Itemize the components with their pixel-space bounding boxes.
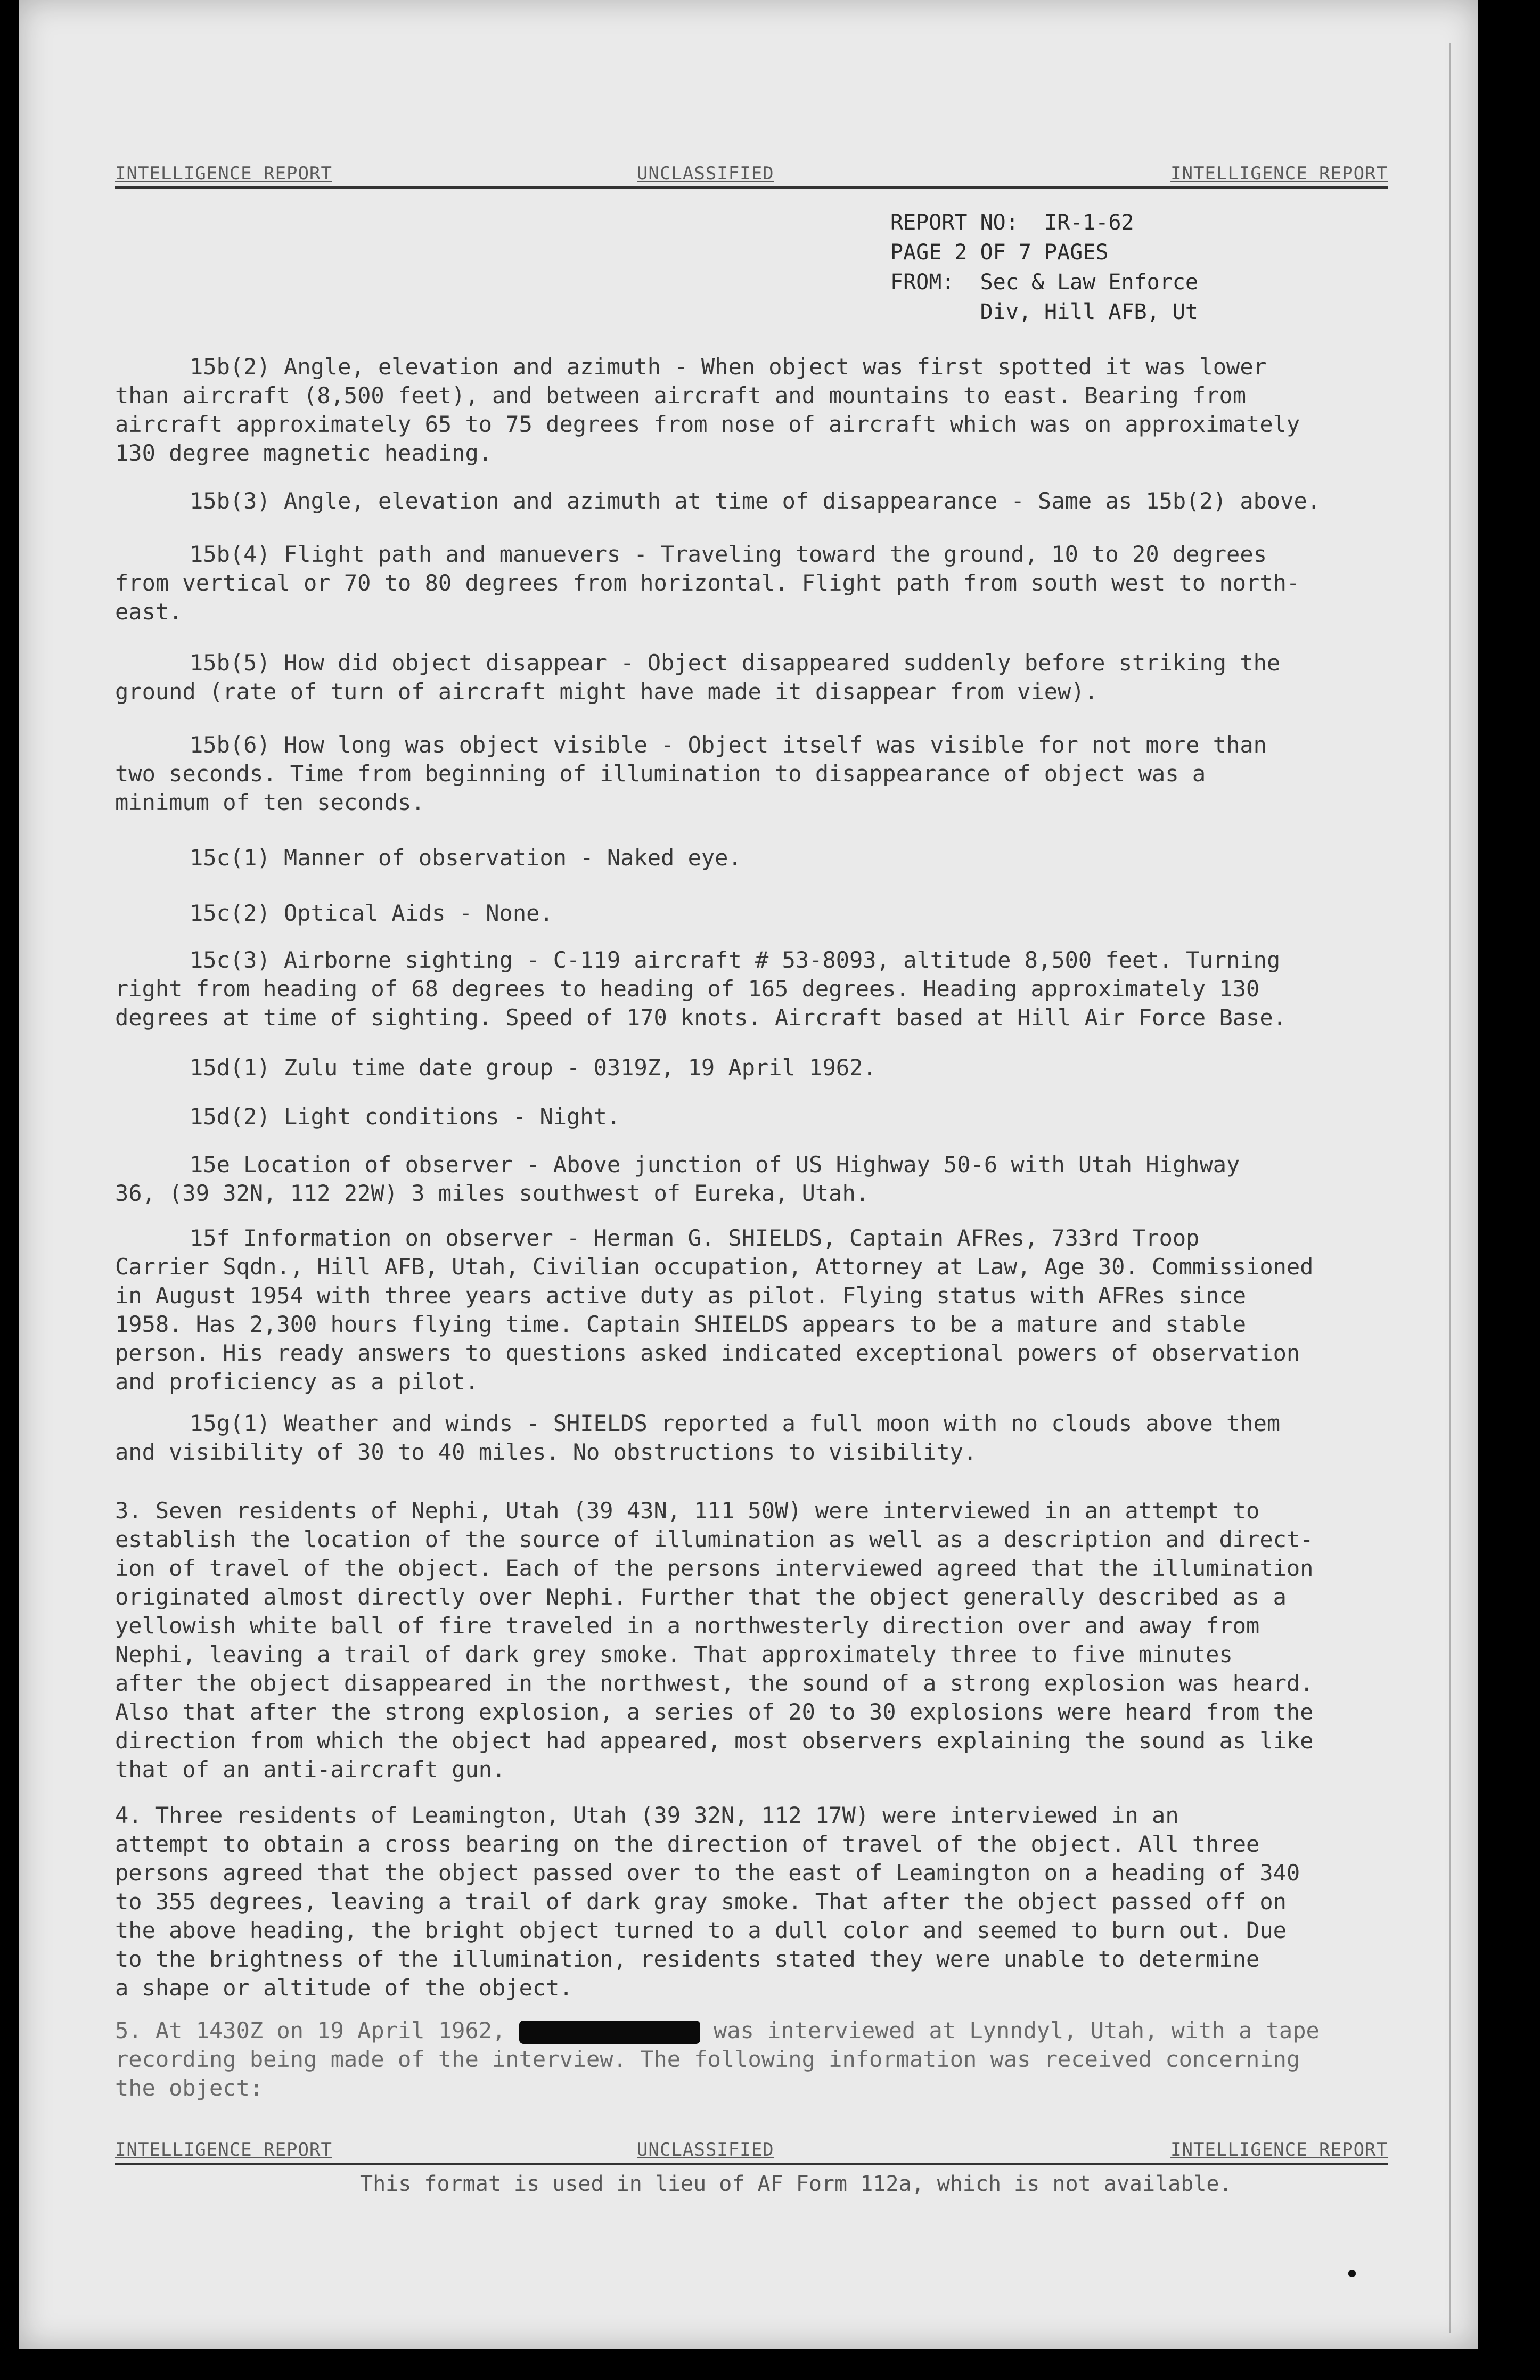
paragraph-15g1: 15g(1) Weather and winds - SHIELDS reported a full moon with no clouds above them and visibility of 30 to 40 miles. No obstructions to visibility. (115, 1410, 1281, 1465)
redaction-mark (519, 2021, 700, 2044)
from-line-1: FROM: Sec & Law Enforce (890, 270, 1198, 295)
report-number: REPORT NO: IR-1-62 (890, 210, 1134, 235)
paragraph-15c2: 15c(2) Optical Aids - None. (190, 900, 553, 926)
footer-classification: UNCLASSIFIED (637, 2139, 774, 2161)
top-classification-bar (115, 163, 1388, 189)
bottom-classification-bar (115, 2139, 1388, 2165)
paragraph-15b6: 15b(6) How long was object visible - Object itself was visible for not more than two seconds. Time from beginning of illumination to disappearance of object was a minimum of ten seconds. (115, 732, 1267, 815)
punch-dot (1348, 2270, 1356, 2277)
paragraph-5-rest: was interviewed at Lynndyl, Utah, with a tape recording being made of the interview. The following information was received concerning the object: (115, 2017, 1320, 2101)
paragraph-4: 4. Three residents of Leamington, Utah (39 32N, 112 17W) were interviewed in an attempt to obtain a cross bearing on the direction of travel of the object. All three persons agreed that the object passed over to the east of Leamington on a heading of 340 to 355 degrees, leaving a trail of dark gray smoke. That after the object passed off on the above heading, the bright object turned to a dull color and seemed to burn out. Due to the brightness of the illumination, residents stated they were unable to determine a shape or altitude of the object. (115, 1802, 1300, 2001)
paragraph-5 (115, 2016, 1420, 2103)
paragraph-15b3: 15b(3) Angle, elevation and azimuth at time of disappearance - Same as 15b(2) above. (190, 488, 1321, 514)
paragraph-15b5: 15b(5) How did object disappear - Object disappeared suddenly before striking the ground (rate of turn of aircraft might have made it disappear from view). (115, 650, 1281, 705)
header-classification: UNCLASSIFIED (637, 163, 774, 184)
document-page (19, 0, 1478, 2349)
paragraph-15e: 15e Location of observer - Above junction of US Highway 50-6 with Utah Highway 36, (39 32N, 112 22W) 3 miles southwest of Eureka, Utah. (115, 1151, 1240, 1206)
footer-note: This format is used in lieu of AF Form 112a, which is not available. (360, 2172, 1232, 2196)
header-left-label: INTELLIGENCE REPORT (115, 163, 332, 184)
paragraph-15f: 15f Information on observer - Herman G. SHIELDS, Captain AFRes, 733rd Troop Carrier Sqdn., Hill AFB, Utah, Civilian occupation, Attorney at Law, Age 30. Commissioned in August 1954 with three years active duty as pilot. Flying status with AFRes since 1958. Has 2,300 hours flying time. Captain SHIELDS appears to be a mature and stable person. His ready answers to questions asked indicated exceptional powers of observation and proficiency as a pilot. (115, 1225, 1314, 1395)
paragraph-15b4: 15b(4) Flight path and manuevers - Traveling toward the ground, 10 to 20 degrees from vertical or 70 to 80 degrees from horizontal. Flight path from south west to north- east. (115, 541, 1300, 625)
paragraph-15d2: 15d(2) Light conditions - Night. (190, 1103, 621, 1130)
paragraph-15b2: 15b(2) Angle, elevation and azimuth - When object was first spotted it was lower than aircraft (8,500 feet), and between aircraft and mountains to east. Bearing from aircraft approximately 65 to 75 degrees from nose of aircraft which was on approximately 130 degree magnetic heading. (115, 354, 1300, 466)
report-metadata-block (890, 208, 1198, 327)
paragraph-15d1: 15d(1) Zulu time date group - 0319Z, 19 April 1962. (190, 1054, 877, 1081)
paragraph-15c1: 15c(1) Manner of observation - Naked eye. (190, 845, 742, 871)
paragraph-15c3: 15c(3) Airborne sighting - C-119 aircraft # 53-8093, altitude 8,500 feet. Turning right from heading of 68 degrees to heading of 165 degrees. Heading approximately 130 degrees at time of sighting. Speed of 170 knots. Aircraft based at Hill Air Force Base. (115, 947, 1287, 1030)
paragraph-5-start: 5. At 1430Z on 19 April 1962, (115, 2017, 506, 2043)
page-edge-line (1449, 43, 1451, 2333)
paragraph-3: 3. Seven residents of Nephi, Utah (39 43N, 111 50W) were interviewed in an attempt to establish the location of the source of illumination as well as a description and direct- ion of travel of the object. Each of the persons interviewed agreed that the illumination originated almost directly over Nephi. Further that the object generally described as a yellowish white ball of fire traveled in a northwesterly direction over and away from Nephi, leaving a trail of dark grey smoke. That approximately three to five minutes after the object disappeared in the northwest, the sound of a strong explosion was heard. Also that after the strong explosion, a series of 20 to 30 explosions were heard from the direction from which the object had appeared, most observers explaining the sound as like that of an anti-aircraft gun. (115, 1498, 1314, 1782)
page-count: PAGE 2 OF 7 PAGES (890, 240, 1109, 265)
from-line-2: Div, Hill AFB, Ut (890, 300, 1198, 324)
footer-left-label: INTELLIGENCE REPORT (115, 2139, 332, 2161)
header-right-label: INTELLIGENCE REPORT (1170, 163, 1388, 184)
footer-right-label: INTELLIGENCE REPORT (1170, 2139, 1388, 2161)
